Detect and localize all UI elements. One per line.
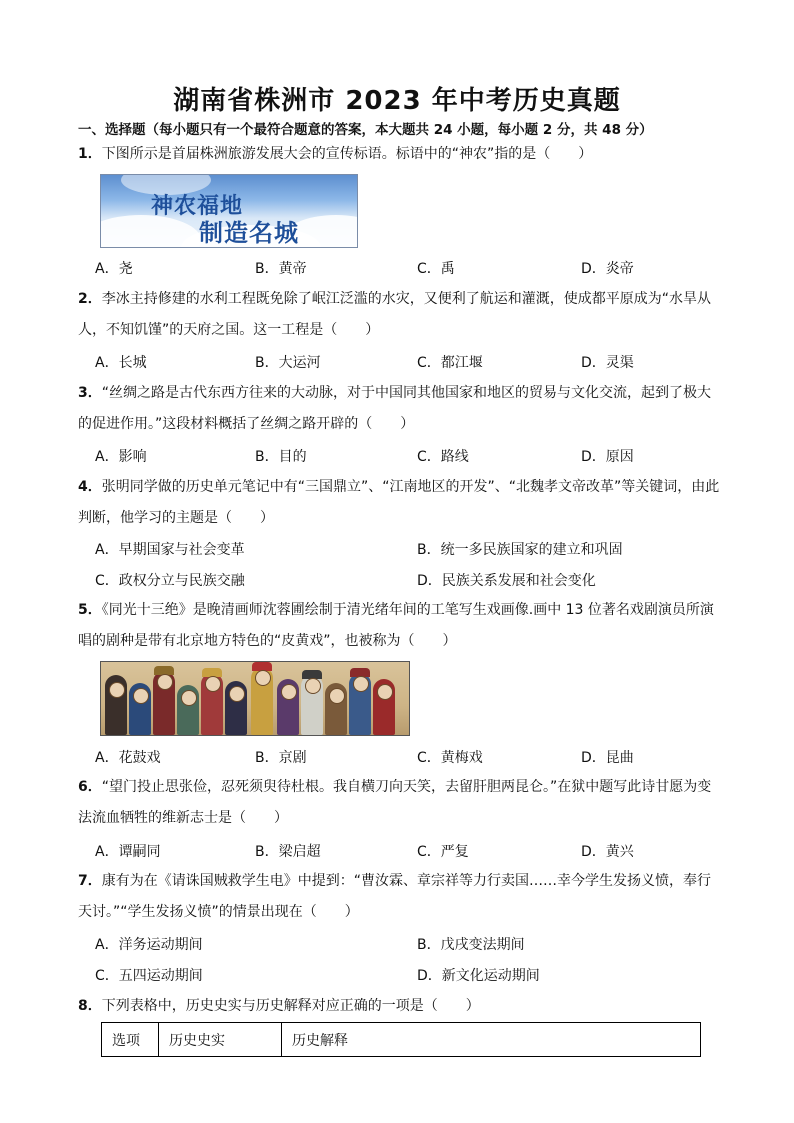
option-d[interactable]: D．灵渠 bbox=[581, 355, 634, 371]
option-d[interactable]: D．新文化运动期间 bbox=[417, 968, 540, 984]
question-text: 的促进作用。”这段材料概括了丝绸之路开辟的（ ） bbox=[78, 416, 415, 432]
question-text: “丝绸之路是古代东西方往来的大动脉，对于中国同其他国家和地区的贸易与文化交流，起到了极大 bbox=[101, 385, 712, 401]
opera-painting-image bbox=[100, 661, 410, 736]
option-d[interactable]: D．民族关系发展和社会变化 bbox=[417, 573, 596, 589]
slogan-banner-image bbox=[100, 174, 358, 248]
option-b[interactable]: B．统一多民族国家的建立和巩固 bbox=[417, 542, 623, 558]
question-number: 6． bbox=[78, 779, 102, 795]
option-c[interactable]: C．黄梅戏 bbox=[417, 750, 483, 766]
option-d[interactable]: D．炎帝 bbox=[581, 261, 634, 277]
question-text: 《同光十三绝》是晚清画师沈蓉圃绘制于清光绪年间的工笔写生戏画像.画中 13 位著名戏剧演员所演 bbox=[101, 602, 714, 618]
options-4-row-2 bbox=[95, 570, 745, 590]
option-a[interactable]: A．洋务运动期间 bbox=[95, 937, 203, 953]
option-b[interactable]: B．黄帝 bbox=[255, 261, 307, 277]
option-c[interactable]: C．都江堰 bbox=[417, 355, 483, 371]
table-header-fact: 历史史实 bbox=[159, 1023, 282, 1057]
question-text: 张明同学做的历史单元笔记中有“三国鼎立”、“江南地区的开发”、“北魏孝文帝改革”等关键词，由此 bbox=[101, 479, 720, 495]
history-table bbox=[101, 1022, 701, 1057]
question-text: 唱的剧种是带有北京地方特色的“皮黄戏”，也被称为（ ） bbox=[78, 633, 457, 649]
table-header-row bbox=[102, 1023, 701, 1057]
option-a[interactable]: A．尧 bbox=[95, 261, 133, 277]
option-b[interactable]: B．梁启超 bbox=[255, 844, 321, 860]
question-number: 2． bbox=[78, 291, 102, 307]
question-text: 李冰主持修建的水利工程既免除了岷江泛滥的水灾，又便利了航运和灌溉，使成都平原成为“水旱从 bbox=[101, 291, 712, 307]
table-header-option: 选项 bbox=[102, 1023, 159, 1057]
question-6 bbox=[78, 772, 744, 834]
options-5 bbox=[95, 747, 745, 767]
option-a[interactable]: A．花鼓戏 bbox=[95, 750, 161, 766]
question-text: 天讨。”“学生发扬义愤”的情景出现在（ ） bbox=[78, 904, 359, 920]
question-8 bbox=[78, 991, 744, 1022]
question-number: 3． bbox=[78, 385, 102, 401]
page-title: 湖南省株洲市 2023 年中考历史真题 bbox=[173, 86, 621, 116]
option-d[interactable]: D．原因 bbox=[581, 449, 634, 465]
options-4-row-1 bbox=[95, 539, 745, 559]
option-d[interactable]: D．昆曲 bbox=[581, 750, 634, 766]
question-text: 下图所示是首届株洲旅游发展大会的宣传标语。标语中的“神农”指的是（ ） bbox=[101, 146, 593, 162]
table-header-explanation: 历史解释 bbox=[282, 1023, 701, 1057]
option-c[interactable]: C．路线 bbox=[417, 449, 469, 465]
question-1 bbox=[78, 139, 744, 170]
question-number: 8． bbox=[78, 998, 102, 1014]
option-b[interactable]: B．大运河 bbox=[255, 355, 321, 371]
option-d[interactable]: D．黄兴 bbox=[581, 844, 634, 860]
question-2 bbox=[78, 284, 744, 346]
banner-line-2: 制造名城 bbox=[199, 219, 299, 247]
option-c[interactable]: C．禹 bbox=[417, 261, 455, 277]
question-text: 康有为在《请诛国贼救学生电》中提到：“曹汝霖、章宗祥等力行卖国……幸今学生发扬义愤，奉行 bbox=[101, 873, 712, 889]
banner-line-1: 神农福地 bbox=[151, 194, 244, 219]
options-1 bbox=[95, 258, 745, 278]
option-a[interactable]: A．影响 bbox=[95, 449, 147, 465]
question-text: 下列表格中，历史史实与历史解释对应正确的一项是（ ） bbox=[101, 998, 480, 1014]
options-7-row-1 bbox=[95, 934, 745, 954]
section-heading: 一、选择题（每小题只有一个最符合题意的答案，本大题共 24 小题，每小题 2 分，共 48 分） bbox=[78, 122, 653, 138]
option-c[interactable]: C．政权分立与民族交融 bbox=[95, 573, 245, 589]
question-number: 5． bbox=[78, 602, 102, 618]
question-text: 法流血牺牲的维新志士是（ ） bbox=[78, 810, 288, 826]
options-3 bbox=[95, 446, 745, 466]
options-6 bbox=[95, 841, 745, 861]
question-text: “望门投止思张俭，忍死须臾待杜根。我自横刀向天笑，去留肝胆两昆仑。”在狱中题写此诗甘愿为变 bbox=[101, 779, 712, 795]
question-number: 1． bbox=[78, 146, 102, 162]
question-4 bbox=[78, 472, 744, 534]
options-7-row-2 bbox=[95, 965, 745, 985]
option-b[interactable]: B．戊戌变法期间 bbox=[417, 937, 525, 953]
option-b[interactable]: B．目的 bbox=[255, 449, 307, 465]
option-b[interactable]: B．京剧 bbox=[255, 750, 307, 766]
option-c[interactable]: C．五四运动期间 bbox=[95, 968, 203, 984]
option-a[interactable]: A．谭嗣同 bbox=[95, 844, 161, 860]
question-7 bbox=[78, 866, 744, 928]
option-a[interactable]: A．早期国家与社会变革 bbox=[95, 542, 245, 558]
question-text: 人，不知饥馑”的天府之国。这一工程是（ ） bbox=[78, 322, 380, 338]
option-a[interactable]: A．长城 bbox=[95, 355, 147, 371]
question-text: 判断，他学习的主题是（ ） bbox=[78, 510, 274, 526]
question-number: 7． bbox=[78, 873, 102, 889]
question-5 bbox=[78, 595, 744, 657]
question-3 bbox=[78, 378, 744, 440]
option-c[interactable]: C．严复 bbox=[417, 844, 469, 860]
question-number: 4． bbox=[78, 479, 102, 495]
options-2 bbox=[95, 352, 745, 372]
